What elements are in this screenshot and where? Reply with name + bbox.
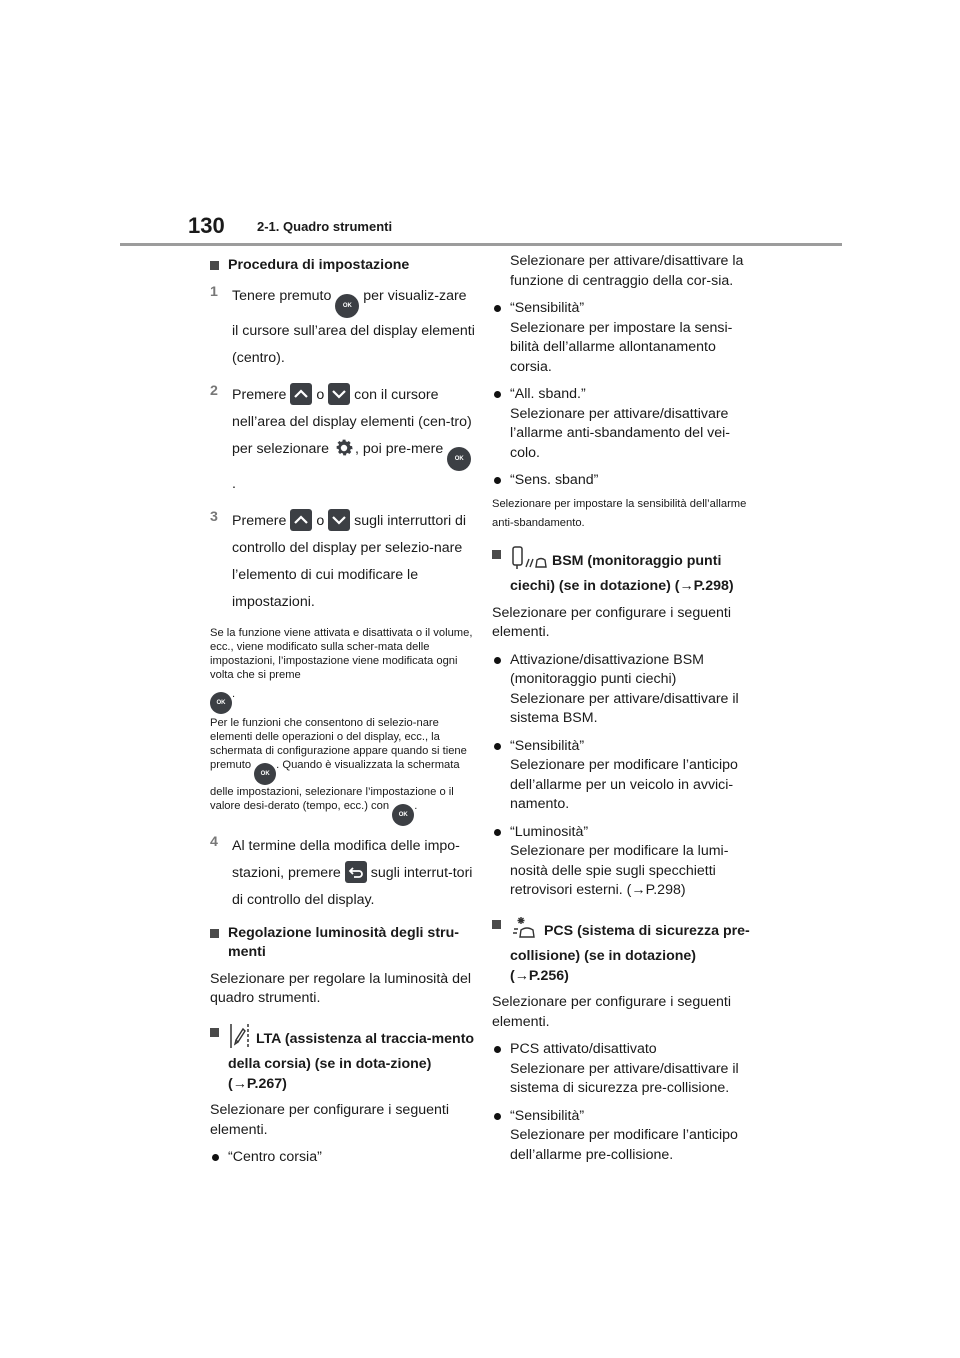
section-title: BSM (monitoraggio punti ciechi) (se in dotazione) (→P.298)	[492, 545, 757, 597]
left-column	[210, 252, 475, 1176]
step-number: 1	[210, 283, 218, 300]
chevron-down-icon	[328, 383, 350, 405]
gear-icon	[333, 437, 355, 469]
list-item: “All. sband.” Selezionare per attivare/disattivare l’allarme anti-sbandamento del vei-colo.	[492, 385, 757, 463]
pre-collision-icon	[510, 915, 540, 948]
lane-tracing-icon	[228, 1023, 252, 1056]
list-item: “Luminosità” Selezionare per modificare la lumi-nosità delle spie sugli specchietti retrovisori esterni. (→P.298)	[492, 823, 757, 901]
list-item: “Sensibilità” Selezionare per modificare l’anticipo dell’allarme pre-collisione.	[492, 1107, 757, 1166]
step-number: 4	[210, 833, 218, 850]
step-1	[210, 283, 475, 372]
list-item: “Sens. sband”	[492, 471, 757, 491]
step-text: Al termine della modifica delle impo-stazioni, premere sugli interrut-tori di controllo del display.	[232, 837, 473, 908]
section-title: Regolazione luminosità degli stru-menti	[210, 924, 475, 963]
section-title: Procedura di impostazione	[210, 256, 475, 276]
chevron-down-icon	[328, 509, 350, 531]
chevron-up-icon	[290, 383, 312, 405]
ok-button-icon: OK	[210, 692, 232, 714]
header-rule	[120, 243, 842, 246]
list-item: Attivazione/disattivazione BSM (monitoraggio punti ciechi) Selezionare per attivare/disattivare il sistema BSM.	[492, 651, 757, 729]
blind-spot-monitor-icon	[510, 545, 548, 578]
note-text: Selezionare per impostare la sensibilità dell’allarme anti-sbandamento.	[492, 497, 747, 529]
chevron-up-icon	[290, 509, 312, 531]
list-item: “Sensibilità” Selezionare per impostare la sensi-bilità dell’allarme allontanamento corsia.	[492, 299, 757, 377]
list-item: PCS attivato/disattivato Selezionare per attivare/disattivare il sistema di sicurezza pre-collisione.	[492, 1040, 757, 1099]
note-text: Se la funzione viene attivata e disattivata o il volume, ecc., viene modificato sulla scher-mata delle impostazioni, l’impostazione viene modificata ogni volta che si preme OK. Per le funzioni che consentono di selezio-nare elementi delle operazioni o del display, ecc., la schermata di configurazione appare quando si tiene premuto OK. Quando è visualizzata la schermata delle impostazioni, selezionare l’impostazione o il valore desi-derato (tempo, ecc.) con OK.	[210, 626, 475, 826]
paragraph: Selezionare per configurare i seguenti elementi.	[210, 1102, 449, 1138]
paragraph: Selezionare per configurare i seguenti elementi.	[492, 604, 731, 640]
back-icon	[345, 861, 367, 883]
paragraph: Selezionare per configurare i seguenti elementi.	[492, 994, 731, 1030]
chapter-title: 2-1. Quadro strumenti	[257, 219, 393, 234]
step-2	[210, 382, 475, 498]
step-text: Premere o con il cursore nell’area del display elementi (cen-tro) per selezionare , poi pre-mere OK.	[232, 382, 475, 498]
ok-button-icon: OK	[254, 763, 276, 785]
paragraph: Selezionare per regolare la luminosità del quadro strumenti.	[210, 970, 472, 1006]
section-title: PCS (sistema di sicurezza pre-collisione) (se in dotazione) (→P.256)	[492, 915, 757, 987]
paragraph: Selezionare per attivare/disattivare la funzione di centraggio della cor-sia.	[510, 253, 744, 289]
step-4	[210, 833, 475, 914]
list-item: “Sensibilità” Selezionare per modificare l’anticipo dell’allarme per un veicolo in avvici-namento.	[492, 737, 757, 815]
step-number: 3	[210, 508, 218, 525]
ok-button-icon: OK	[392, 804, 414, 826]
page-number: 130	[188, 213, 225, 238]
step-3	[210, 508, 475, 616]
ok-button-icon: OK	[447, 447, 471, 471]
right-column	[492, 252, 757, 1173]
ok-button-icon: OK	[335, 294, 359, 318]
step-text: Premere o sugli interruttori di controllo del display per selezio-nare l’elemento di cui modificare le impostazioni.	[232, 508, 475, 616]
list-item: “Centro corsia”	[210, 1148, 475, 1168]
section-title: LTA (assistenza al traccia-mento della corsia) (se in dota-zione) (→P.267)	[210, 1023, 475, 1095]
step-number: 2	[210, 382, 218, 399]
step-text: Tenere premuto OK per visualiz-zare il cursore sull’area del display elementi (centro).	[232, 287, 475, 366]
